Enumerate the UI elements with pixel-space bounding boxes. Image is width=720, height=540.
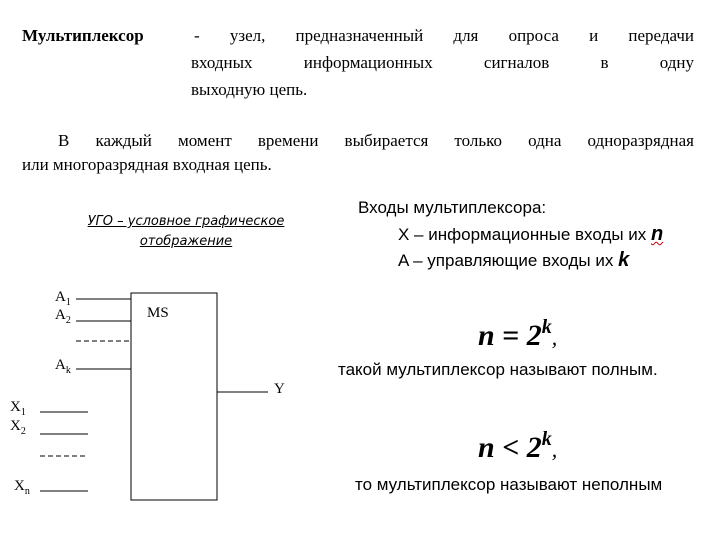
- definition-term: Мультиплексор: [22, 26, 144, 45]
- label-xn: $X_n$: [14, 478, 30, 497]
- label-x2: $X_2$: [10, 418, 26, 437]
- label-ak: $A_k$: [55, 357, 71, 376]
- ugo-line-2: отображение: [139, 234, 233, 249]
- definition-line-3: выходную цепь.: [191, 80, 308, 99]
- label-a2: $A_2$: [55, 307, 71, 326]
- output-label: Y: [274, 381, 285, 397]
- caption-full: такой мультиплексор называют полным.: [338, 360, 658, 379]
- inputs-x-line: X – информационные входы их n: [398, 223, 664, 245]
- paragraph-line-1: В каждый момент времени выбирается только одна одноразрядная: [58, 131, 694, 150]
- inputs-a-line: A – управляющие входы их k: [398, 249, 630, 271]
- inputs-title: Входы мультиплексора:: [358, 198, 547, 217]
- paragraph-line-2: или многоразрядная входная цепь.: [22, 155, 272, 174]
- formula-full: n = 2$^k$,: [478, 316, 558, 352]
- label-x1: $X_1$: [10, 399, 26, 418]
- ms-block: [131, 293, 217, 500]
- var-k: k: [618, 249, 630, 271]
- formula-partial: n < 2$^k$,: [478, 428, 558, 464]
- label-a1: $A_1$: [55, 289, 71, 308]
- caption-partial: то мультиплексор называют неполным: [355, 475, 663, 494]
- var-n: n: [651, 223, 664, 245]
- ugo-line-1: УГО – условное графическое: [87, 214, 285, 229]
- definition-text-1: - узел, предназначенный для опроса и передачи: [194, 26, 694, 45]
- block-label: MS: [147, 305, 169, 321]
- definition-line-2: входных информационных сигналов в одну: [191, 53, 694, 72]
